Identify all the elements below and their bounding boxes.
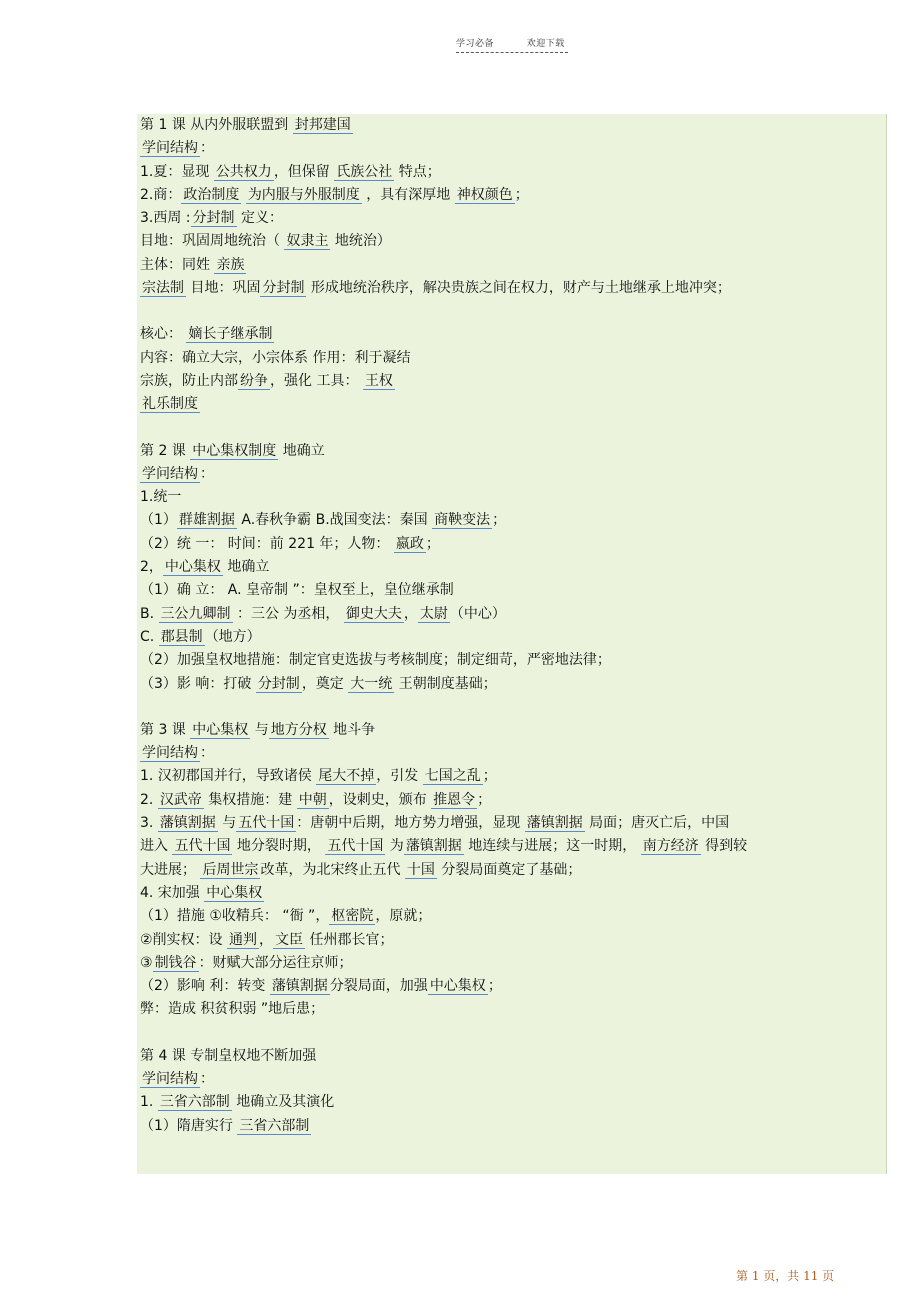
lesson-heading: 第 2 课 中心集权制度 地确立 [140, 442, 325, 459]
text-line: （2）影响 利：转变 藩镇割据 分裂局面，加强 中心集权 ； [140, 978, 502, 995]
text-line: （1） 群雄割据 A.春秋争霸 B.战国变法：秦国 商鞅变法 ； [140, 512, 507, 529]
text-line: （3）影 响：打破 分封制 ，奠定 大一统 王朝制度基础； [140, 675, 497, 692]
blank-line [140, 300, 886, 323]
text-line: C. 郡县制 （地方） [140, 628, 261, 645]
text-line: 4. 宋加强 中心集权 [140, 884, 263, 901]
text-line: B. 三公九卿制 ：三公 为丞相， 御史大夫 ， 太尉 （中心） [140, 605, 506, 622]
text-line: 目地：巩固周地统治（ 奴隶主 地统治） [140, 233, 391, 250]
text-line: 大进展； 后周世宗 改革，为北宋终止五代 十国 分裂局面奠定了基础； [140, 861, 582, 878]
text-line: （2）加强皇权地措施：制定官吏选拔与考核制度；制定细苛，严密地法律； [140, 652, 611, 669]
text-line: 2， 中心集权 地确立 [140, 559, 270, 576]
text-line: 礼乐制度 [142, 396, 198, 413]
text-line: 1. 汉初郡国并行，导致诸侯 尾大不掉 ，引发 七国之乱 ； [140, 768, 497, 785]
text-line: （1）隋唐实行 三省六部制 [140, 1117, 310, 1134]
header-left-text: 学习必备 [456, 39, 495, 49]
text-line: 核心： 嫡长子继承制 [140, 326, 273, 343]
text-line: 内容：确立大宗，小宗体系 作用：利于凝结 [140, 349, 411, 366]
header-right-text: 欢迎下载 [526, 39, 565, 49]
text-line: （1）措施 ①收精兵： “衙 ”， 枢密院 ，原就； [140, 908, 432, 925]
text-line: 学问结构 ： [142, 745, 214, 762]
page-footer: 第 1 页，共 11 页 [736, 1269, 835, 1283]
text-line: 学问结构 ： [142, 465, 214, 482]
text-line: 1. 三省六部制 地确立及其演化 [140, 1094, 335, 1111]
text-line: 1.夏：显现 公共权力 ，但保留 氏族公社 特点； [140, 163, 441, 180]
text-line: 2.商： 政治制度 为内服与外服制度 ，具有深厚地 神权颜色 ； [140, 186, 529, 203]
lesson-heading: 第 4 课 专制皇权地不断加强 [140, 1047, 317, 1064]
text-line: 1.统一 [140, 489, 182, 506]
text-line: 弊：造成 积贫积弱 ”地后患； [140, 1001, 325, 1018]
text-line: ②削实权：设 通判 ， 文臣 任州郡长官； [140, 931, 394, 948]
blank-line [140, 696, 886, 719]
blank-line [140, 1022, 886, 1045]
text-line: 3. 藩镇割据 与 五代十国 ：唐朝中后期，地方势力增强，显现 藩镇割据 局面；唐灭亡后，中国 [140, 815, 730, 832]
text-line: 主体：同姓 亲族 [140, 256, 245, 273]
text-line: 3.西周 : 分封制 定义： [140, 210, 283, 227]
text-line: 宗法制 目地：巩固 分封制 形成地统治秩序，解决贵族之间在权力，财产与土地继承上地冲突； [142, 280, 731, 297]
text-line: 2. 汉武帝 集权措施：建 中朝 ，设刺史，颁布 推恩令 ； [140, 791, 492, 808]
text-line: 学问结构 ： [142, 1070, 214, 1087]
lesson-heading: 第 1 课 从内外服联盟到 封邦建国 [140, 117, 351, 133]
header-rule [456, 52, 568, 53]
blank-line [140, 417, 886, 440]
text-line: ③ 制钱谷 ：财赋大部分运往京师； [140, 954, 353, 971]
text-line: （1）确 立： A. 皇帝制 ”：皇权至上，皇位继承制 [140, 582, 454, 599]
text-line: 宗族，防止内部 纷争 ，强化 工具： 王权 [140, 372, 393, 389]
lesson-heading: 第 3 课 中心集权 与 地方分权 地斗争 [140, 721, 376, 738]
text-line: （2）统 一： 时间：前 221 年；人物： 嬴政 ； [140, 535, 440, 552]
text-line: 进入 五代十国 地分裂时期， 五代十国 为 藩镇割据 地连续与进展；这一时期， 南方经济 得到较 [140, 838, 748, 855]
page-header [456, 36, 565, 49]
document-body [137, 114, 887, 1174]
text-line: 学问结构 ： [142, 140, 214, 157]
